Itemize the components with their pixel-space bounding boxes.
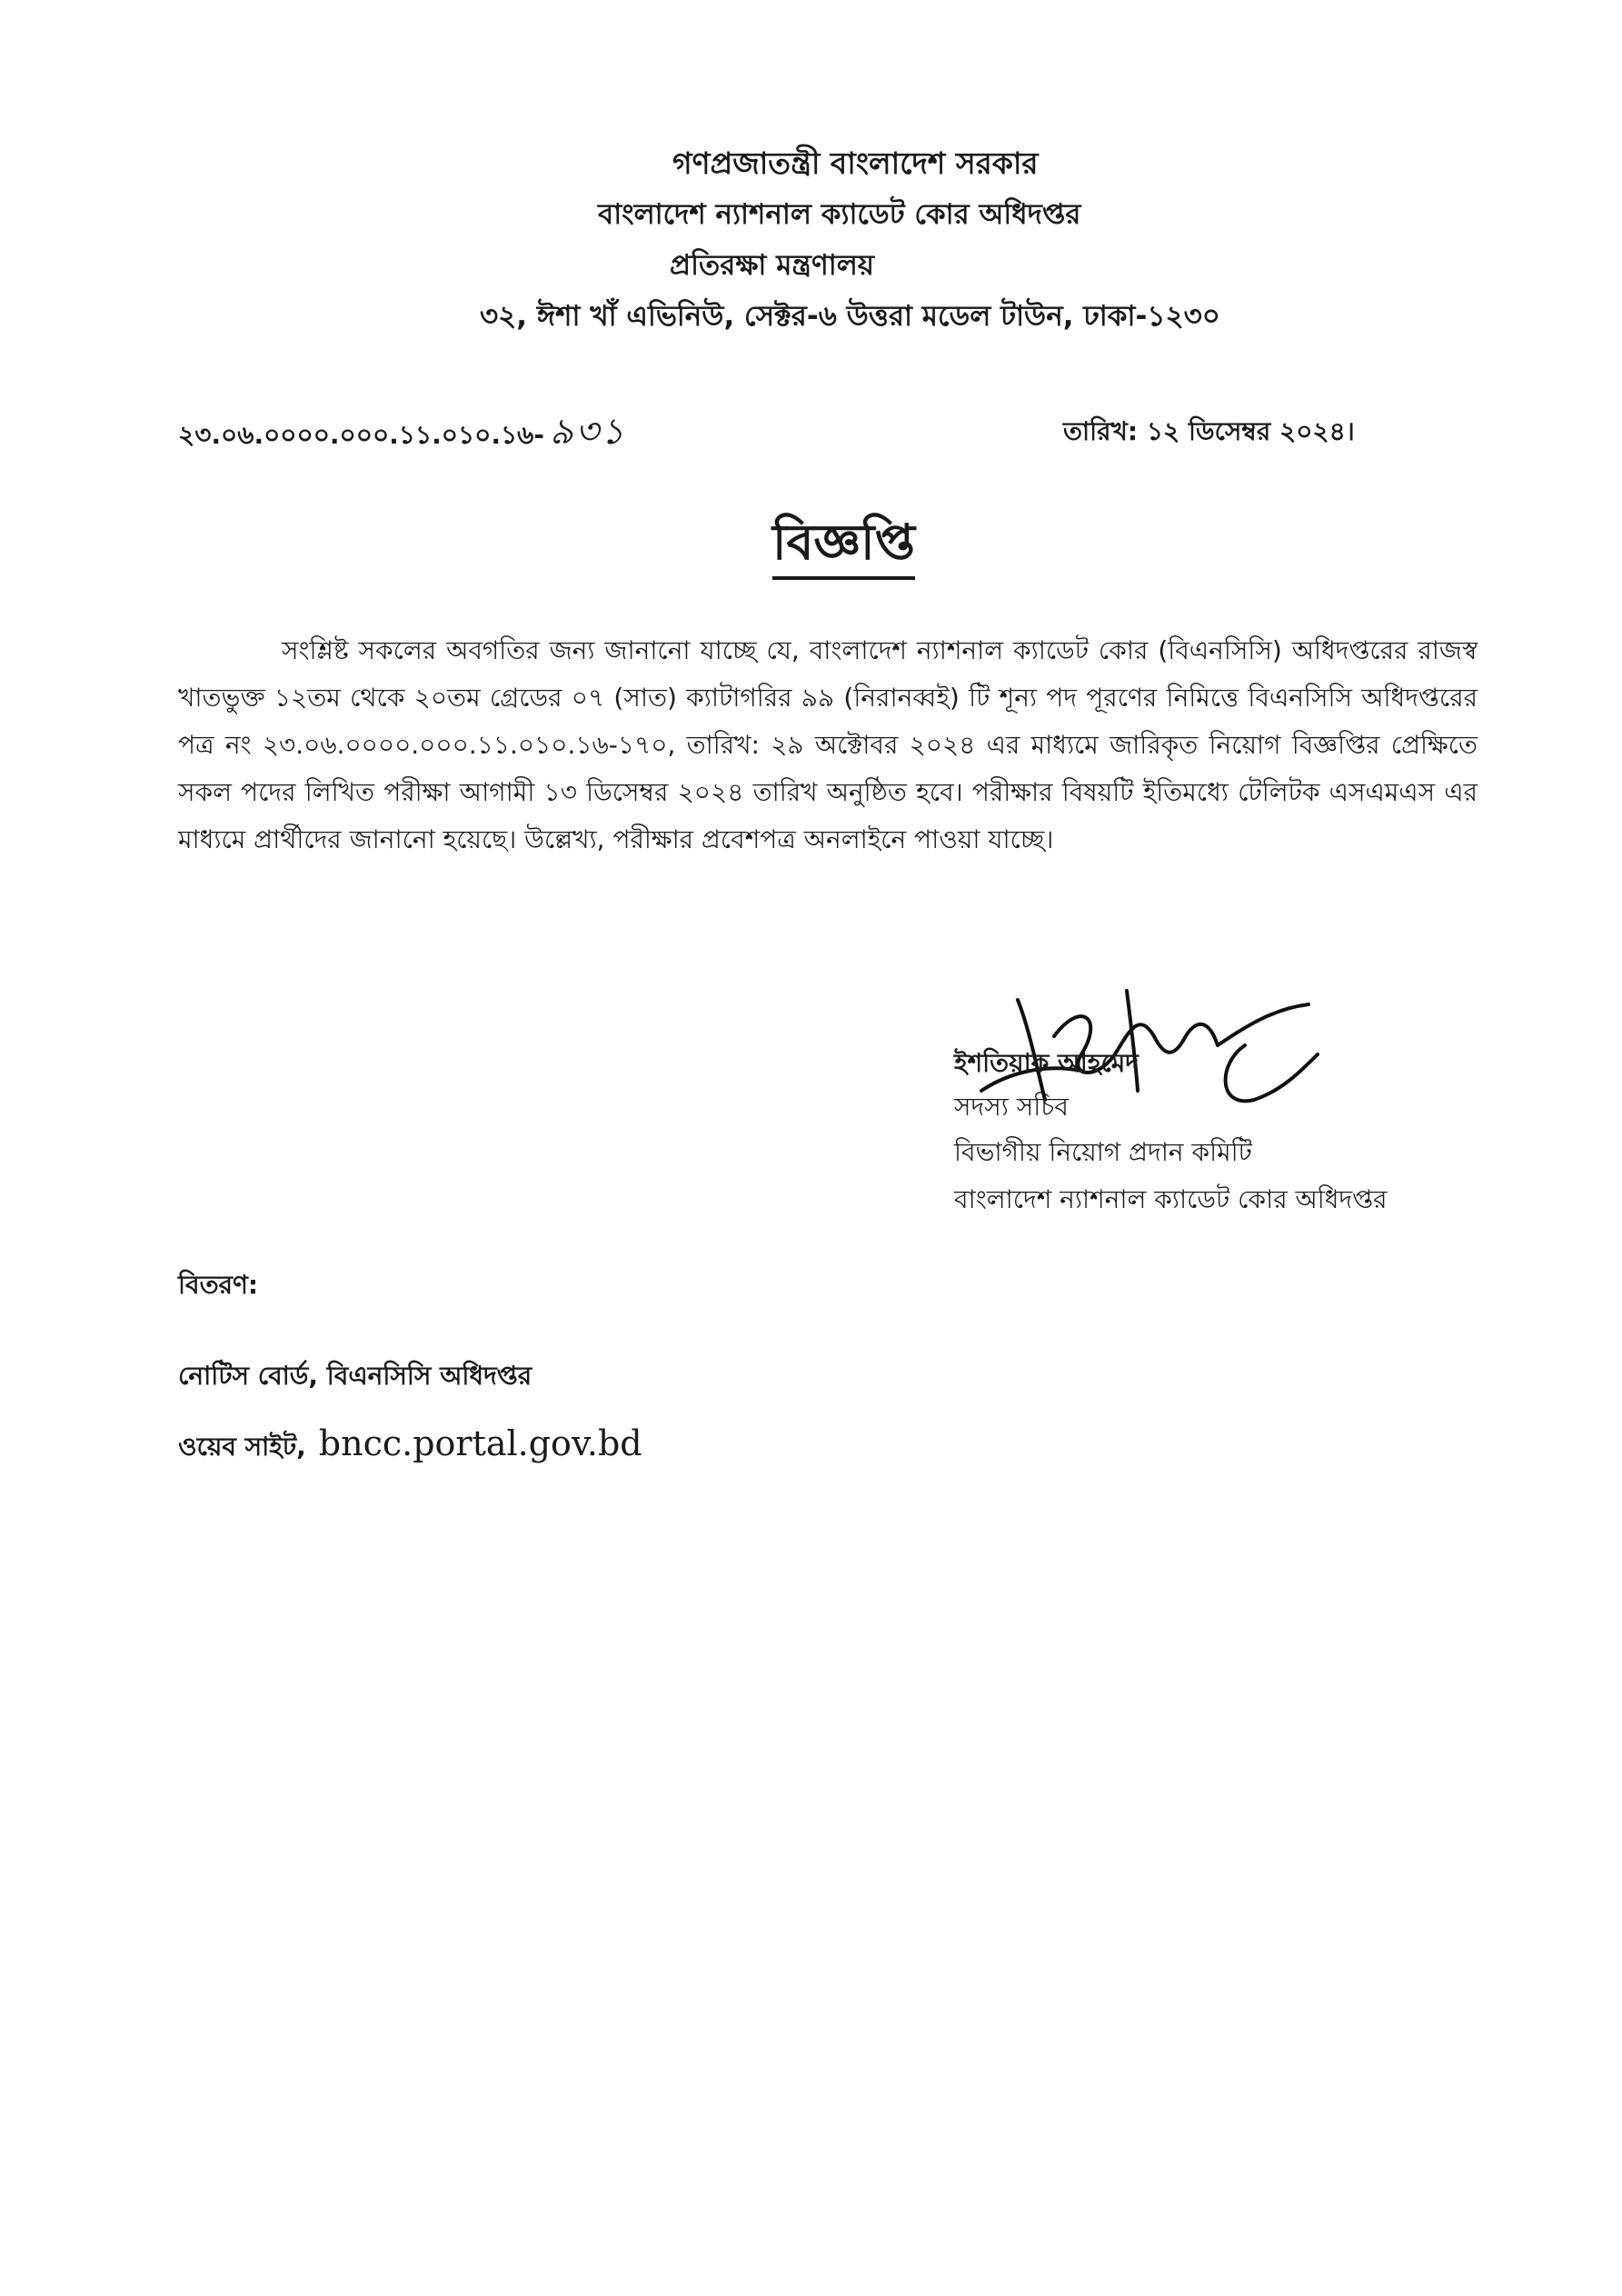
website-label: ওয়েব সাইট, (178, 1432, 306, 1462)
website-url: bncc.portal.gov.bd (318, 1423, 642, 1463)
distribution-website (178, 1425, 642, 1465)
notice-body: সংশ্লিষ্ট সকলের অবগতির জন্য জানানো যাচ্ছে যে, বাংলাদেশ ন্যাশনাল ক্যাডেট কোর (বিএনসিসি) অধিদপ্তরের রাজস্ব খাতভুক্ত ১২তম থেকে ২০তম গ্রেডের ০৭ (সাত) ক্যাটাগরির ৯৯ (নিরানব্বই) টি শূন্য পদ পূরণের নিমিত্তে বিএনসিসি অধিদপ্তরের পত্র নং ২৩.০৬.০০০০.০০০.১১.০১০.১৬-১৭০, তারিখ: ২৯ অক্টোবর ২০২৪ এর মাধ্যমে জারিকৃত নিয়োগ বিজ্ঞপ্তির প্রেক্ষিতে সকল পদের লিখিত পরীক্ষা আগামী ১৩ ডিসেম্বর ২০২৪ তারিখ অনুষ্ঠিত হবে। পরীক্ষার বিষয়টি ইতিমধ্যে টেলিটক এসএমএস এর মাধ্যমে প্রার্থীদের জানানো হয়েছে। উল্লেখ্য, পরীক্ষার প্রবেশপত্র অনলাইনে পাওয়া যাচ্ছে। (178, 635, 1478, 854)
distribution-heading: বিতরণ: (178, 1270, 259, 1300)
memo-number-handwritten: ৯৩১ (550, 411, 626, 453)
government-name: গণপ্রজাতন্ত্রী বাংলাদেশ সরকার (672, 145, 1039, 181)
signatory-designation: সদস্য সচিব (954, 1092, 1069, 1122)
office-address: ৩২, ঈশা খাঁ এভিনিউ, সেক্টর-৬ উত্তরা মডেল টাউন, ঢাকা-১২৩০ (480, 300, 1220, 333)
memo-number-printed: ২৩.০৬.০০০০.০০০.১১.০১০.১৬- (178, 420, 544, 450)
ministry-name: প্রতিরক্ষা মন্ত্রণালয় (670, 249, 875, 282)
signatory-office: বাংলাদেশ ন্যাশনাল ক্যাডেট কোর অধিদপ্তর (954, 1184, 1388, 1214)
signatory-committee: বিভাগীয় নিয়োগ প্রদান কমিটি (954, 1137, 1252, 1167)
notice-title: বিজ্ঞপ্তি (772, 511, 915, 580)
memo-number (178, 411, 626, 454)
signatory-name: ইশতিয়াক আহমেদ (954, 1048, 1139, 1078)
department-name: বাংলাদেশ ন্যাশনাল ক্যাডেট কোর অধিদপ্তর (598, 198, 1081, 231)
issue-date: তারিখ: ১২ ডিসেম্বর ২০২৪। (1063, 416, 1355, 446)
distribution-notice-board: নোটিস বোর্ড, বিএনসিসি অধিদপ্তর (178, 1361, 532, 1391)
